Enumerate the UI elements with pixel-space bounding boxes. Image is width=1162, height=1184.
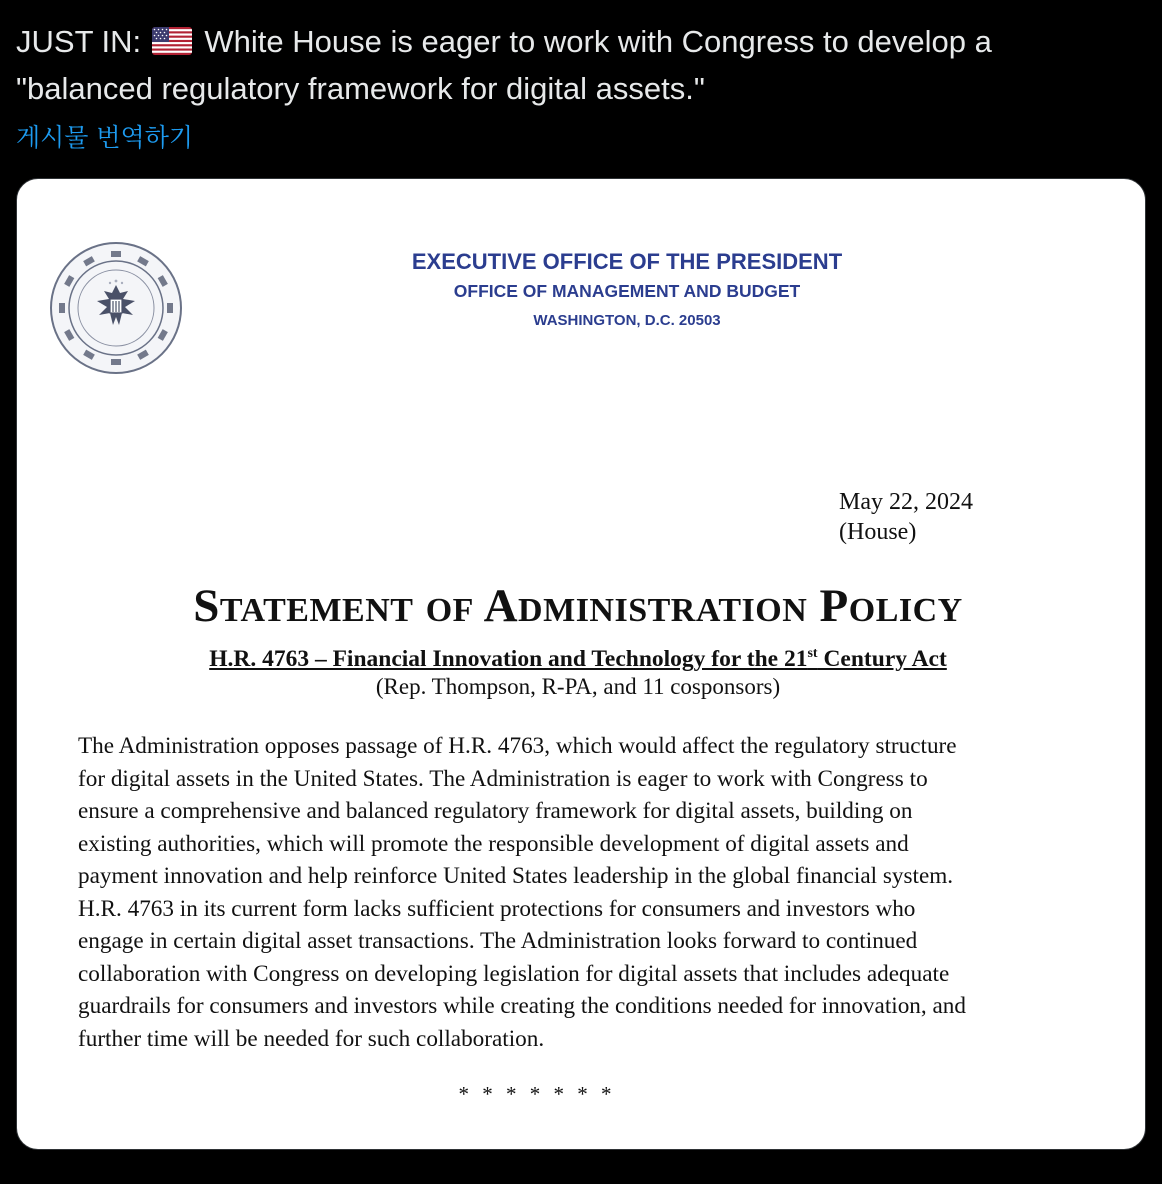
body-line: payment innovation and help reinforce United States leadership in the global financial system.: [78, 863, 954, 889]
presidential-seal-icon: [49, 241, 183, 375]
bill-title-sup: st: [807, 646, 818, 661]
body-line: H.R. 4763 in its current form lacks sufficient protections for consumers and investors who: [78, 895, 916, 922]
title-initial-p: P: [819, 580, 849, 632]
bill-title-main: H.R. 4763 – Financial Innovation and Technology for the 21: [209, 645, 808, 672]
date-block: [839, 487, 973, 547]
title-initial-s: S: [193, 580, 220, 632]
letterhead-office: EXECUTIVE OFFICE OF THE PRESIDENT: [411, 249, 843, 274]
title-rest-administration: DMINISTRATION: [518, 592, 808, 629]
end-separator: * * * * * * *: [458, 1082, 616, 1106]
letterhead-omb: OFFICE OF MANAGEMENT AND BUDGET: [453, 281, 801, 301]
us-flag-icon: [152, 27, 192, 55]
title-rest-statement: TATEMENT: [219, 592, 414, 629]
tweet-line1-rest: White House is eager to work with Congress to develop a: [204, 24, 992, 59]
body-line: The Administration opposes passage of H.R. 4763, which would affect the regulatory structure: [78, 733, 957, 759]
body-line: for digital assets in the United States. The Administration is eager to work with Congress to: [78, 765, 928, 792]
statement-body: [78, 730, 1088, 1055]
body-line: ensure a comprehensive and balanced regulatory framework for digital assets, building on: [78, 798, 913, 824]
letterhead: [307, 249, 947, 331]
document-chamber: (House): [839, 519, 917, 545]
bill-title-end: Century Act: [817, 645, 947, 672]
tweet-media-image[interactable]: [16, 178, 1146, 1150]
body-line: collaboration with Congress on developing legislation for digital assets that includes adequate: [78, 960, 950, 987]
tweet-text: [16, 18, 1136, 112]
body-line: existing authorities, which will promote the responsible development of digital assets and: [78, 830, 909, 857]
title-rest-policy: OLICY: [848, 592, 963, 629]
letterhead-address: WASHINGTON, D.C. 20503: [533, 312, 721, 329]
title-word-of: OF: [425, 592, 474, 629]
body-line: engage in certain digital asset transactions. The Administration looks forward to continued: [78, 928, 918, 954]
body-line: further time will be needed for such collaboration.: [78, 1025, 545, 1052]
title-initial-a: A: [483, 580, 519, 632]
bill-sponsors: (Rep. Thompson, R-PA, and 11 cosponsors): [375, 674, 781, 699]
tweet-line2: "balanced regulatory framework for digital assets.": [16, 71, 705, 106]
body-line: guardrails for consumers and investors while creating the conditions needed for innovation, and: [78, 993, 966, 1019]
document-date: May 22, 2024: [839, 489, 973, 515]
tweet-prefix: JUST IN:: [16, 24, 142, 59]
bill-title: [17, 639, 1139, 674]
document-title: [17, 579, 1139, 638]
translate-post-link[interactable]: 게시물 번역하기: [16, 123, 193, 152]
